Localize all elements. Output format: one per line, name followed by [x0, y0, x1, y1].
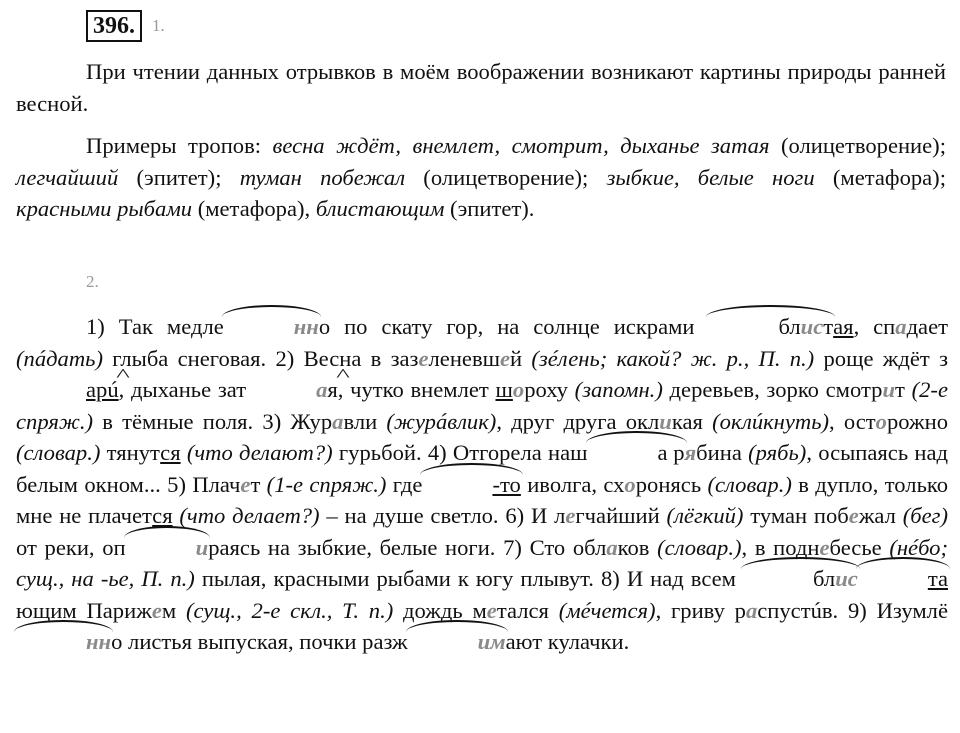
- note: (что делают?): [186, 440, 333, 465]
- note: (запомн.): [574, 377, 663, 402]
- text: й: [510, 345, 532, 371]
- text: ронясь: [635, 471, 708, 497]
- note: (журáвлик): [386, 408, 497, 434]
- highlighted-letter: ^ а: [246, 374, 327, 406]
- text: м: [161, 597, 186, 623]
- text: , осыпаясь над белым окном... 5) Плач: [16, 440, 949, 497]
- highlighted-letter: е: [848, 503, 859, 528]
- text: в дупло, только мне не плачет: [16, 471, 948, 528]
- note: (словар.): [707, 471, 792, 497]
- text: рожно: [886, 408, 948, 434]
- highlighted-letter: о: [512, 377, 525, 402]
- highlighted-letter: е: [565, 503, 576, 528]
- highlighted-letter: я: [684, 440, 697, 465]
- note: (2-е спряж.): [16, 377, 948, 434]
- text: т: [823, 314, 834, 339]
- trope-example: весна ждёт, внемлет, смотрит, дыханье затая: [272, 133, 770, 158]
- highlighted-letter: и: [882, 377, 896, 402]
- trope-example: легчайший: [16, 164, 119, 190]
- text: , сп: [853, 314, 896, 339]
- text: ющим Париж: [16, 597, 152, 623]
- text: бесье: [829, 534, 890, 560]
- note: (бег): [902, 503, 948, 528]
- suffix-mark: ся: [152, 503, 173, 528]
- highlighted-letter: а: [332, 408, 344, 434]
- note: (оклúкнуть): [712, 408, 830, 434]
- note: (нéбо; сущ., на -ье, П. п.): [16, 534, 948, 591]
- text: гурьбой. 4) Отгорела наш: [332, 440, 588, 465]
- text: гчайший: [575, 503, 667, 528]
- suffix-mark: та: [858, 563, 948, 595]
- highlighted-letter: е: [418, 345, 429, 371]
- suffix-mark: ся: [160, 440, 181, 465]
- highlighted-letters: ис: [835, 566, 858, 591]
- trope-example: блистающим: [315, 196, 445, 221]
- text: спустúв. 9) Изумлё: [757, 597, 948, 623]
- highlighted-letters: им: [408, 626, 506, 658]
- highlighted-letter: и: [659, 408, 672, 434]
- text: (метафора),: [192, 196, 316, 221]
- text: в тёмные поля. 3) Жур: [93, 408, 333, 434]
- text: , в подн: [741, 534, 820, 560]
- text: , друг друга окл: [496, 408, 660, 434]
- note: (словар.): [657, 534, 742, 560]
- exercise-header: [86, 10, 165, 42]
- note: (зéлень; какой? ж. р., П. п.): [531, 345, 815, 371]
- highlighted-letter: е: [151, 597, 162, 623]
- highlighted-letter: о: [624, 471, 636, 497]
- text: – на душе светло. 6) И л: [319, 503, 566, 528]
- text: дождь м: [393, 597, 487, 623]
- text: дает: [906, 314, 948, 339]
- text: раясь на зыбкие, белые ноги. 7) Сто обл: [208, 534, 607, 560]
- text: , ост: [829, 408, 876, 434]
- text: где: [386, 471, 423, 497]
- highlighted-letter: а: [895, 314, 907, 339]
- highlighted-letter: а: [745, 597, 758, 623]
- text: туман поб: [743, 503, 849, 528]
- annotated-text: [16, 311, 948, 658]
- text: , дыханье зат: [118, 377, 247, 402]
- text: 1) Так медле: [86, 314, 224, 339]
- note: (1-е спряж.): [266, 471, 387, 497]
- note: (словар.): [16, 440, 101, 465]
- text: роще ждёт з: [814, 345, 948, 371]
- note: (что делает?): [179, 503, 320, 528]
- root-mark: а р: [588, 437, 685, 469]
- text: о листья выпуская, почки разж: [111, 629, 408, 654]
- ending-mark: ая: [833, 314, 854, 339]
- note: (лёгкий): [666, 503, 744, 528]
- root-mark: [708, 311, 833, 343]
- note: (мéчется): [558, 597, 656, 623]
- text: глыба снеговая. 2) Весна в заз: [102, 345, 419, 371]
- tropes-paragraph: [16, 130, 946, 225]
- text: тался: [496, 597, 559, 623]
- text: бина: [696, 440, 749, 465]
- text: (олицетворение);: [769, 133, 946, 158]
- answer-part-1: При чтении данных отрывков в моём воображении возникают картины природы ранней весной.: [16, 59, 946, 116]
- underlined-letter: ш: [495, 377, 513, 402]
- text: тянут: [100, 440, 161, 465]
- particle-mark: -то: [422, 469, 520, 501]
- text: кая: [671, 408, 713, 434]
- highlighted-letter: о: [875, 408, 887, 434]
- note: (рябь): [748, 440, 807, 465]
- text: (олицетворение);: [405, 164, 607, 190]
- highlighted-letter: е: [240, 471, 251, 497]
- highlighted-letters: нн: [224, 311, 319, 343]
- root-mark: [743, 563, 858, 595]
- highlighted-letter: а: [606, 534, 618, 560]
- text: леневш: [428, 345, 501, 371]
- text: (эпитет);: [118, 164, 240, 190]
- note: (пáдать): [16, 345, 103, 371]
- part-2-label: 2.: [86, 272, 99, 291]
- text: пылая, красными рыбами к югу плывут. 8) И над всем: [194, 566, 743, 591]
- note: (сущ., 2-е скл., Т. п.): [185, 597, 394, 623]
- text: Примеры тропов:: [86, 133, 273, 158]
- text: бл: [813, 566, 836, 591]
- exercise-number: 396.: [86, 10, 142, 42]
- text: (эпитет).: [444, 196, 535, 221]
- text: бл: [778, 314, 801, 339]
- trope-example: красными рыбами: [16, 196, 193, 221]
- trope-example: зыбкие, белые ноги: [606, 164, 815, 190]
- text: я, чутко внемлет: [327, 377, 496, 402]
- text: роху: [524, 377, 575, 402]
- highlighted-letter: е: [819, 534, 830, 560]
- highlighted-letter: е: [486, 597, 497, 623]
- text: о по скату гор, на солнце искрами: [318, 314, 709, 339]
- text: т: [895, 377, 912, 402]
- text: , гриву р: [655, 597, 746, 623]
- text: вли: [343, 408, 387, 434]
- part-1-label: 1.: [152, 16, 165, 35]
- text: ков: [617, 534, 658, 560]
- text: (метафора);: [814, 164, 946, 190]
- text: ают кулачки.: [505, 629, 630, 654]
- trope-example: туман побежал: [239, 164, 406, 190]
- text: жал: [858, 503, 903, 528]
- root-mark: ^ арú: [16, 374, 119, 406]
- highlighted-letters: нн: [16, 626, 111, 658]
- text: от реки, оп: [16, 534, 126, 560]
- highlighted-letter: е: [500, 345, 511, 371]
- text: т: [250, 471, 267, 497]
- highlighted-letters: ис: [800, 314, 824, 339]
- highlighted-letter: и: [126, 532, 209, 564]
- text: иволга, сх: [520, 471, 625, 497]
- text: деревьев, зорко смотр: [662, 377, 883, 402]
